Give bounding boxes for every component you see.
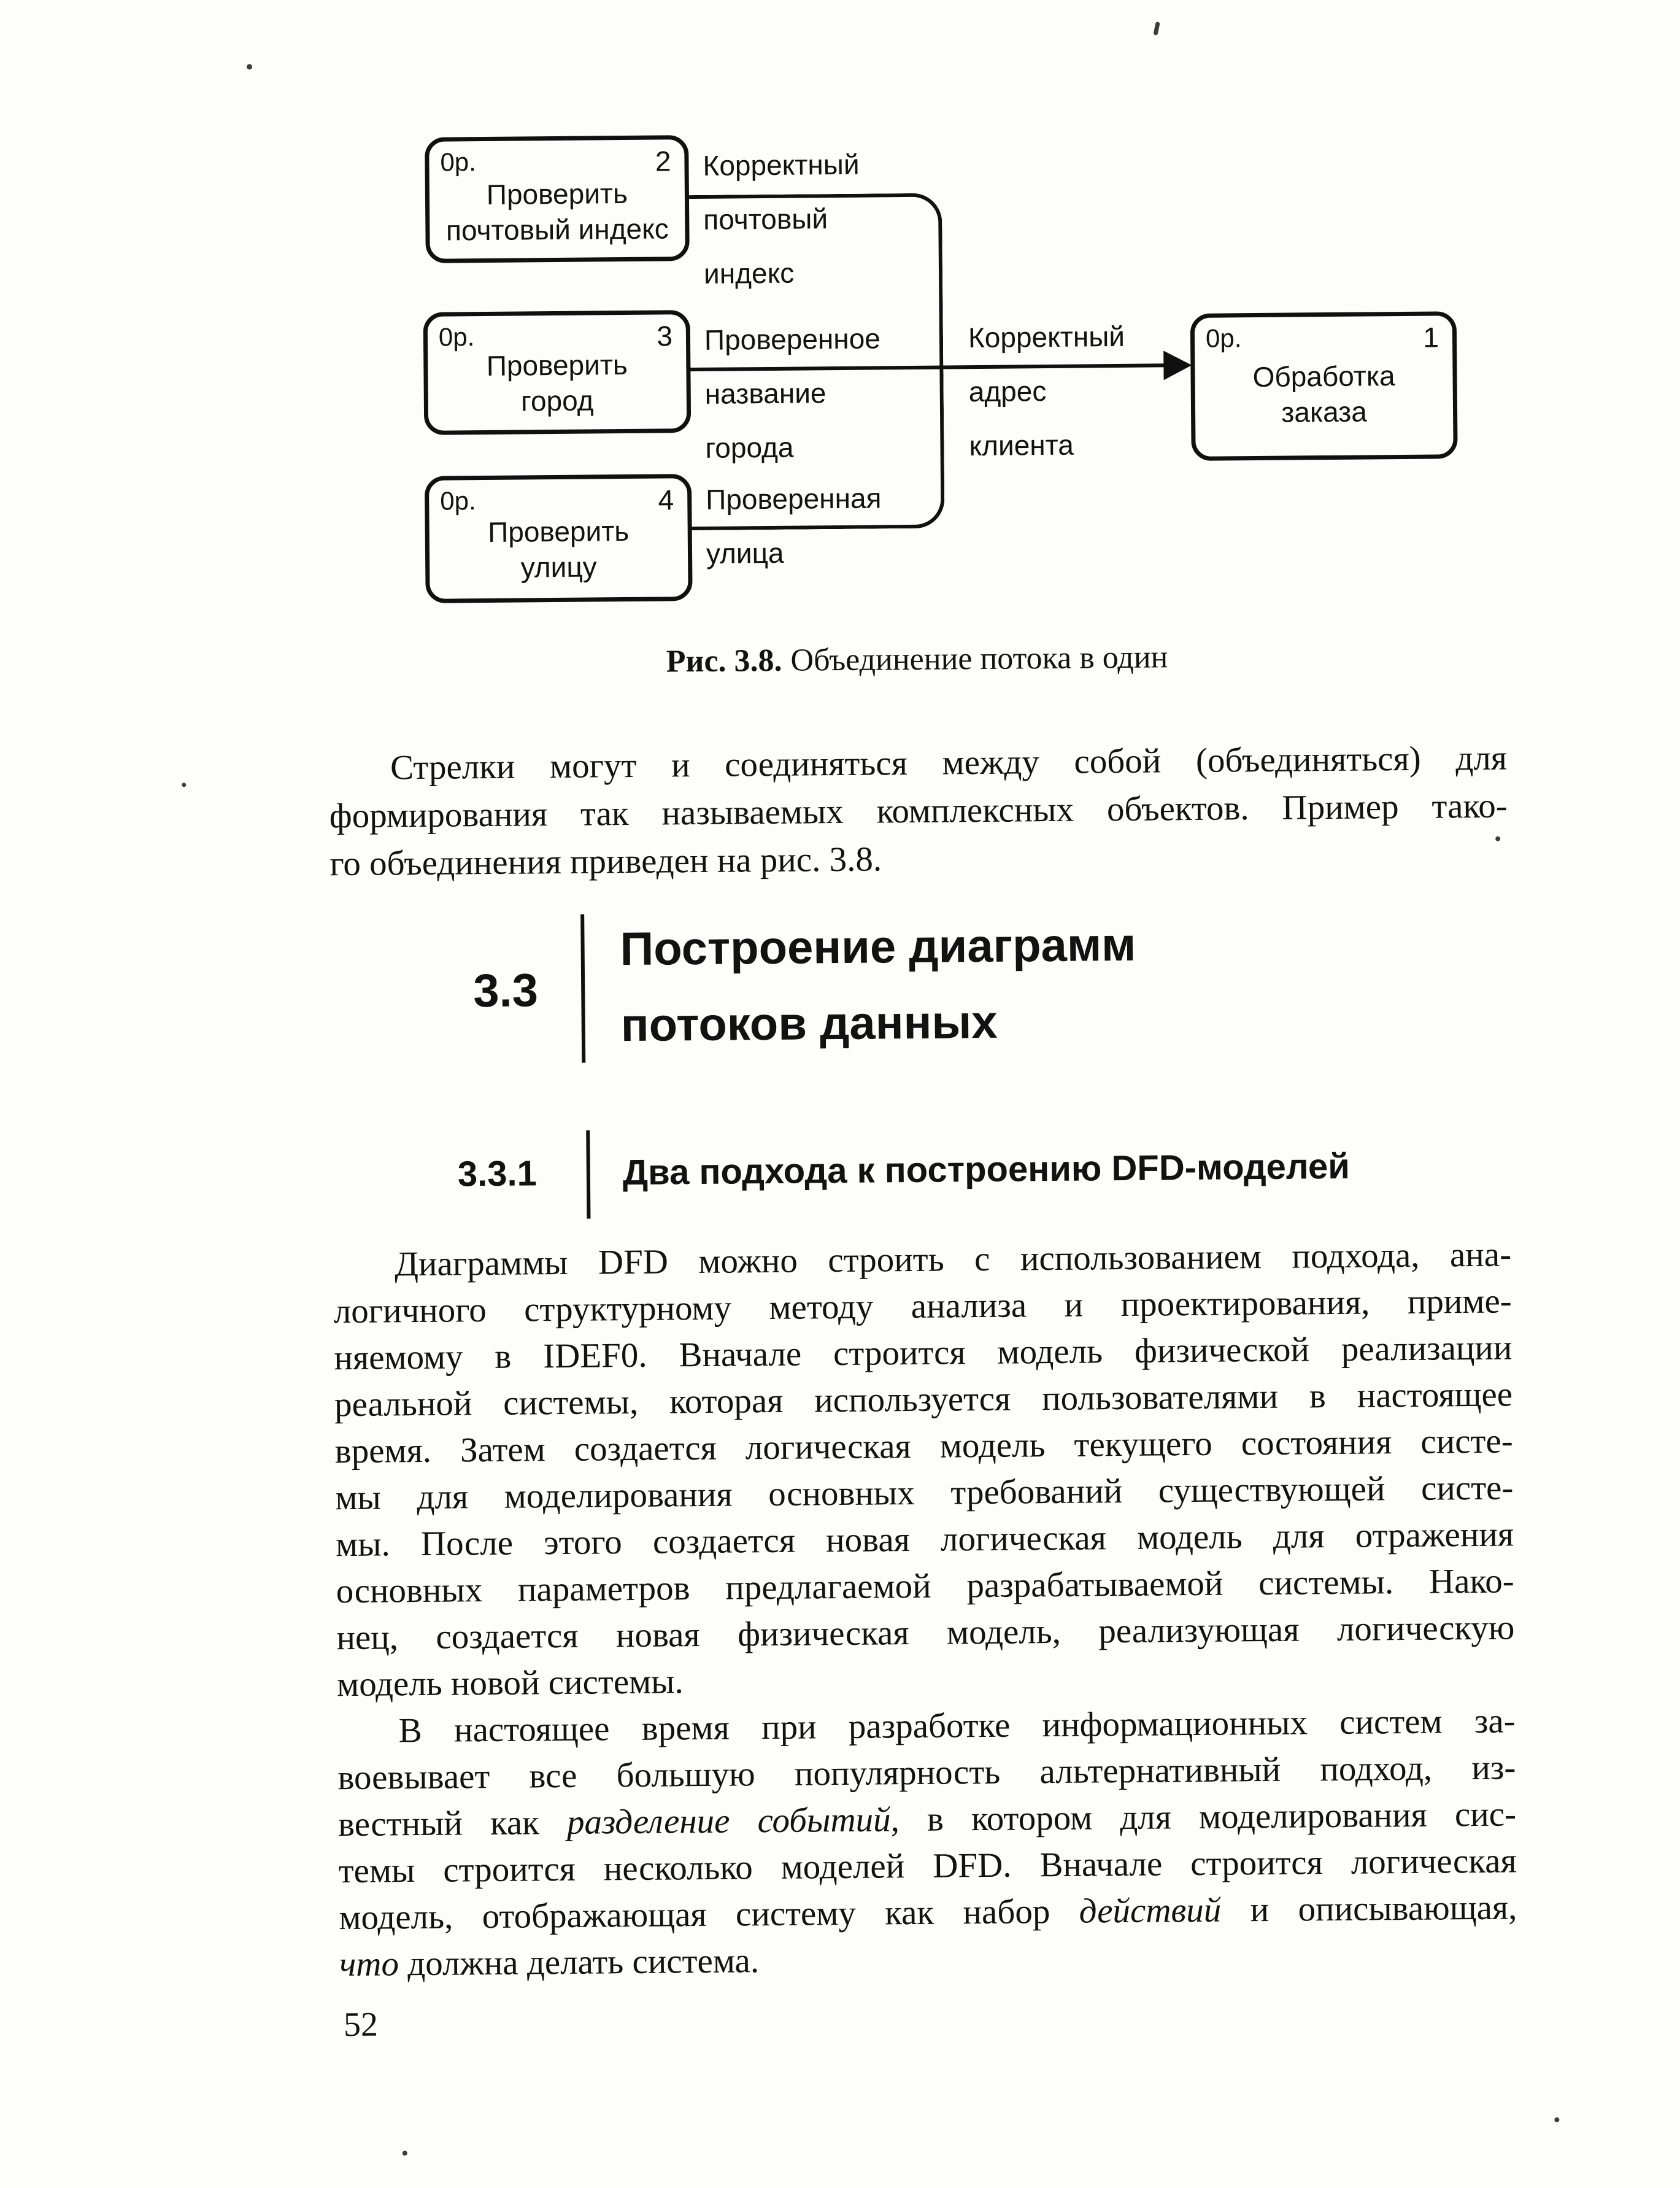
text-run: и описывающая, (1220, 1888, 1517, 1930)
scan-speck (182, 783, 186, 787)
box-corner-label: 0р. (440, 486, 476, 516)
scan-speck (403, 2151, 407, 2155)
text-line: реальной системы, которая используется пользователями в настоящее (334, 1375, 1513, 1425)
box-title-line: заказа (1281, 395, 1368, 428)
box-corner-label: 0р. (438, 322, 475, 352)
text-line: темы строится несколько моделей DFD. Вначале строится логическая (338, 1841, 1517, 1891)
subsection-title: Два подхода к построению DFD-моделей (622, 1146, 1351, 1193)
scan-speck (1495, 837, 1500, 841)
text-line: формирования так называемых комплексных объектов. Пример тако- (329, 786, 1508, 836)
box-corner-label: 0р. (440, 147, 477, 177)
box-verify-street (425, 474, 693, 603)
text-line: нец, создается новая физическая модель, реализующая логическую (336, 1608, 1515, 1658)
figure-caption-label: Рис. 3.8. (666, 643, 782, 679)
box-corner-label: 0р. (1205, 323, 1242, 353)
flow-label-line: почтовый (703, 203, 828, 236)
arrowhead-icon (1163, 350, 1192, 380)
text-run: вестный как (337, 1803, 568, 1844)
paragraph-body-1 (333, 1231, 1516, 1708)
text-line: Диаграммы DFD можно строить с использованием подхода, ана- (394, 1235, 1512, 1284)
figure-caption (328, 636, 1506, 683)
text-run-italic: действий (1079, 1890, 1222, 1931)
text-run: должна делать система. (398, 1941, 760, 1984)
paragraph-intro (329, 734, 1508, 888)
flow-label-line: улица (706, 536, 784, 570)
section-number: 3.3 (472, 964, 539, 1018)
box-title-line: улицу (520, 551, 597, 584)
flow-label-street (706, 471, 882, 580)
text-line: время. Затем создается логическая модель текущего состояния систе- (334, 1421, 1513, 1471)
box-verify-zip (425, 135, 690, 263)
section-title-line1: Построение диаграмм (620, 918, 1136, 976)
text-line: мы. После этого создается новая логическая модель для отражения (335, 1515, 1514, 1564)
box-verify-city (423, 310, 692, 435)
box-number: 3 (657, 320, 673, 352)
text-run-italic: что (339, 1944, 399, 1984)
text-line: го объединения приведен на рис. 3.8. (329, 840, 882, 884)
text-line (339, 1931, 1518, 1988)
box-title (431, 512, 685, 586)
box-number: 2 (655, 145, 671, 177)
text-run-italic: разделение событий (566, 1800, 891, 1842)
page-number: 52 (343, 2005, 379, 2044)
box-title (430, 346, 684, 420)
flow-label-merged (968, 309, 1126, 473)
box-title-line: Проверить (486, 177, 628, 211)
box-title-line: Проверить (487, 514, 630, 548)
paragraph-body-2 (337, 1698, 1517, 1988)
text-line: Стрелки могут и соединяться между собой (объединяться) для (390, 738, 1508, 787)
text-line: В настоящее время при разработке информационных систем за- (398, 1701, 1516, 1750)
section-title-line2: потоков данных (620, 995, 998, 1052)
box-title (1197, 357, 1451, 431)
flow-label-line: Корректный (703, 148, 860, 182)
text-line: мы для моделирования основных требований существующей систе- (335, 1468, 1514, 1518)
flow-label-line: название (704, 377, 827, 410)
subsection-divider-bar (586, 1131, 590, 1219)
text-run: , в котором для моделирования сис- (890, 1795, 1517, 1839)
flow-label-line: Проверенное (704, 322, 881, 356)
scan-speck (1554, 2117, 1559, 2122)
scan-speck (1153, 21, 1160, 36)
box-process-order (1190, 311, 1458, 461)
dfd-figure (0, 0, 1671, 584)
subsection-number: 3.3.1 (457, 1153, 538, 1194)
text-line: няемому в IDEF0. Вначале строится модель физической реализации (334, 1328, 1512, 1378)
text-line: основных параметров предлагаемой разрабатываемой системы. Нако- (336, 1561, 1514, 1611)
figure-caption-text: Объединение потока в один (790, 640, 1168, 678)
flow-label-line: индекс (703, 257, 795, 290)
box-title-line: Обработка (1252, 360, 1395, 393)
text-line: модель новой системы. (336, 1662, 684, 1704)
box-number: 1 (1423, 321, 1439, 354)
flow-label-line: клиента (969, 428, 1074, 462)
flow-label-line: Корректный (968, 320, 1125, 354)
flow-label-line: Проверенная (706, 482, 882, 516)
flow-label-line: адрес (968, 375, 1047, 408)
text-run: модель, отображающая систему как набор (339, 1892, 1079, 1938)
section-divider-bar (580, 914, 585, 1063)
box-number: 4 (658, 484, 674, 516)
flow-label-line: города (705, 431, 794, 464)
box-title-line: город (520, 384, 594, 417)
flow-label-city (704, 311, 882, 474)
box-title (432, 175, 683, 249)
box-title-line: почтовый индекс (445, 212, 669, 247)
text-line: воевывает все большую популярность альтернативный подход, из- (337, 1748, 1516, 1798)
box-title-line: Проверить (486, 348, 628, 382)
scan-speck (247, 64, 252, 69)
flow-label-zip (703, 137, 860, 301)
text-line: логичного структурному методу анализа и проектирования, приме- (333, 1281, 1512, 1331)
